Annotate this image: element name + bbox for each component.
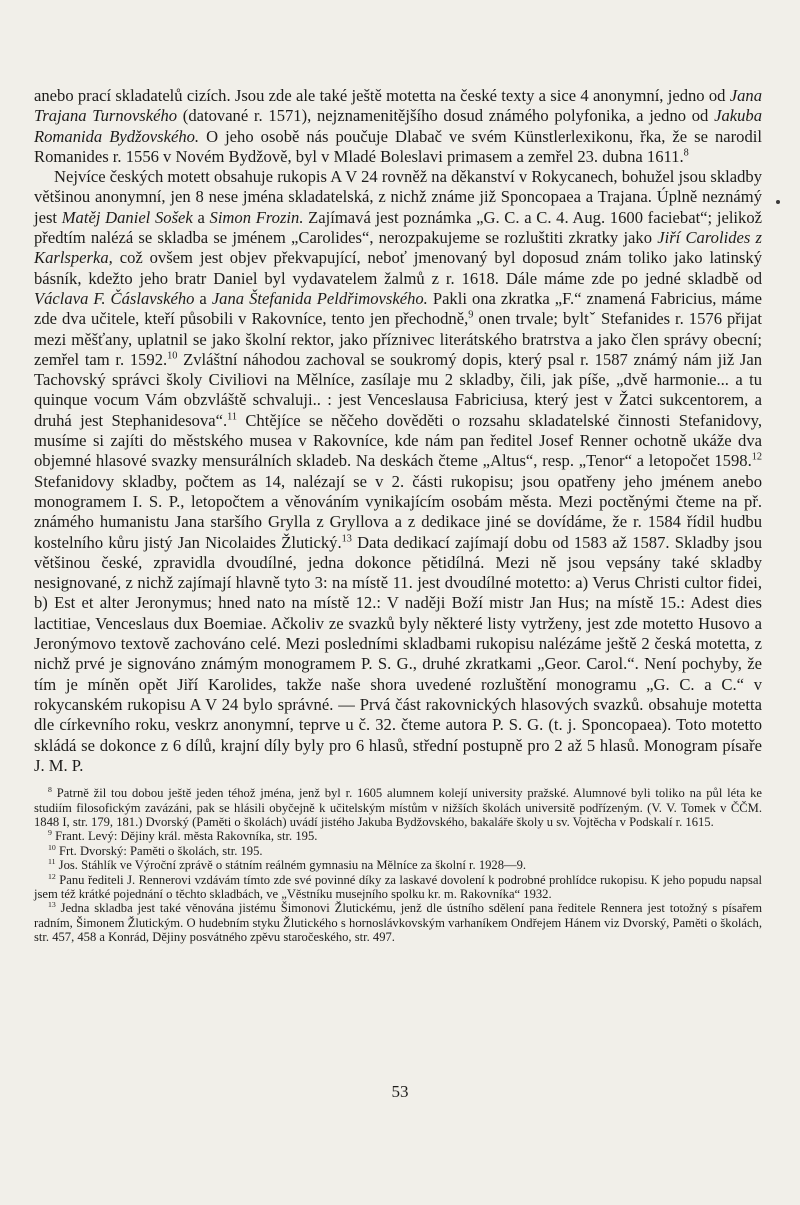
footnote-13: $^{13}$ Jedna skladba jest také věnována jistému Šimonovi Žlutickému, jenž dle ústního sdělení pana ředitele Rennera jest totožný s písařem radním, Šimonem Žlutickým. O hudebním styku Žlutického s hornoslávkovským varhaníkem Ondřejem Hánem viz Dvorský, Paměti o školách, str. 457, 458 a Konrád, Dějiny posvátného zpěvu staročeského, str. 497. xyxy=(34,900,762,945)
margin-mark xyxy=(776,200,780,204)
page-number: 53 xyxy=(391,1082,409,1101)
footnote-11: $^{11}$ Jos. Stáhlík ve Výroční zprávě o státním reálném gymnasiu na Mělníce za školní r. 1928—9. xyxy=(48,856,527,873)
paragraph-1: anebo prací skladatelů cizích. Jsou zde ale také ještě motetta na české texty a sice 4 anonymní, jedno od Jana Trajana Turnovského (datované r. 1571), nejznamenitějšího dosud známého polyfonika, a jedno od Jakuba Romanida Bydžovského. O jeho osobě nás poučuje Dlabač ve svém Künstlerlexikonu, řka, že se narodil Romanides r. 1556 v Novém Bydžově, byl v Mladé Boleslavi primasem a zemřel 23. dubna 1611.$^8$ xyxy=(34,86,762,166)
footnote-12: $^{12}$ Panu řediteli J. Rennerovi vzdávám tímto zde své povinné díky za laskavé dovolení k podrobné prohlídce rukopisu. K jeho popudu napsal jsem též krátké pojednání o těchto skladbách, ve „Věstníku musejního spolku kr. m. Rakovníka“ 1932. xyxy=(34,871,762,901)
footnote-10: $^{10}$ Frt. Dvorský: Paměti o školách, str. 195. xyxy=(48,842,263,858)
paragraph-2: Nejvíce českých motett obsahuje rukopis A V 24 rovněž na děkanství v Rokycanech, bohužel jsou skladby většinou anonymní, jen 8 nese jména skladatelská, z nichž známe již Sponcopaea a Trajana. Úplně neznámý jest Matěj Daniel Sošek a Simon Frozin. Zajímavá jest poznámka „G. C. a C. 4. Aug. 1600 faciebat“; jelikož předtím nalézá se skladba se jménem „Carolides“, nerozpakujeme se rozluštiti zkratky jako Jiří Carolides z Karlsperka, což ovšem jest objev překvapující, neboť jmenovaný byl doposud znám toliko jako latinský básník, kdežto jeho bratr Daniel byl vydavatelem žalmů z r. 1618. Dále máme zde po jedné skladbě od Václava F. Čáslavského a Jana Štefanida Peldřimovského. Pakli ona zkratka „F.“ znamená Fabricius, máme zde dva učitele, kteří působili v Rakovníce, tento jen přechodně,$^9$ onen trvale; byltˇ Stefanides r. 1576 přijat mezi měšťany, uplatnil se jako školní rektor, jako příznivec literátského bratrstva a jako člen správy obecní; zemřel tam r. 1592.10 Zvláštní náhodou zachoval se soukromý dopis, který psal r. 1587 známý nám již Jan Tachovský správci školy Civiliovi na Mělníce, zasílaje mu 2 skladby, čili, jak píše, „dvě harmonie... a tu quinque vocum Vám obzvláště schvaluji.. : jest Venceslausa Fabriciusa, který jest v Žatci sukcentorem, a druhá jest Stephanidesova“.$^{11}$ Chtějíce se něčeho dověděti o rozsahu skladatelské činnosti Stefanidovy, musíme si zajíti do městského musea v Rakovníce, kde nám pan ředitel Josef Renner ochotně ukáže dva objemné hlasové svazky mensurálních skladeb. Na deskách čteme „Altus“, resp. „Tenor“ a letopočet 1598.12 Stefanidovy skladby, počtem as 14, nalézají se v 2. části rukopisu; jsou opatřeny jeho jménem anebo monogramem I. S. P., letopočtem a věnováním vynikajícím osobám města. Mezi poctěnými čteme na př. známého humanistu Jana staršího Grylla z Gryllova a z dedikace jiné se dovídáme, že r. 1584 řídil hudbu kostelního kůru jistý Jan Nicolaides Žlutický.$^{13}$ Data dedikací zajímají dobu od 1583 až 1587. Skladby jsou většinou české, zpravidla dvoudílné, jedna dokonce pětidílná. Mezi ně jsou vepsány také skladby nesignované, z nichž zajímají hlavně tyto 3: na místě 11. jest dvoudílné motetto: a) Verus Christi cultor fidei, b) Est et alter Jeronymus; hned nato na místě 12.: V naději Boží mistr Jan Hus; na místě 15.: Adest dies lactitiae, Venceslaus dux Boemiae. Ačkoliv ze svazků byly některé listy vytrženy, jest zde motetto Husovo a Jeronýmovo textově zachováno celé. Mezi posledními skladbami rukopisu nalézáme ještě 2 česká motetta, z nichž prvé je signováno známým monogramem P. S. G., druhé zkratkami „Geor. Carol.“. Není pochyby, že tím je míněn opět Jiří Karolides, takže naše shora uvedené rozluštění monogramu „G. C. a C.“ v rokycanském rukopisu A V 24 bylo správné. — Prvá část rakovnických hlasových svazků. obsahuje motetta dle církevního roku, veskrz anonymní, teprve u č. 32. čteme autora P. S. G. (t. j. Sponcopaea). Toto motetto skládá se dokonce z 6 dílů, krajní díly byly pro 6 hlasů, střední postupně pro 2 až 5 hlasů. Monogram písaře J. M. P. xyxy=(34,167,763,775)
footnote-9: $^9$ Frant. Levý: Dějiny král. města Rakovníka, str. 195. xyxy=(48,828,318,844)
footnote-8: $^8$ Patrně žil tou dobou ještě jeden téhož jména, jenž byl r. 1605 alumnem kolejí university pražské. Alumnové byli toliko na půl léta ke studiím filosofickým zavázáni, pak se hlásili obyčejně k učitelským místům v nižších školách universitě podřízeným. (V. V. Tomek v ČČM. 1848 I, str. 179, 181.) Dvorský (Paměti o školách) uvádí jistého Jakuba Bydžovského, bakaláře školy u sv. Vojtěcha v Podskalí r. 1615. xyxy=(34,784,762,829)
footnotes xyxy=(34,786,762,944)
body-text xyxy=(34,86,762,776)
page-content xyxy=(34,86,762,945)
